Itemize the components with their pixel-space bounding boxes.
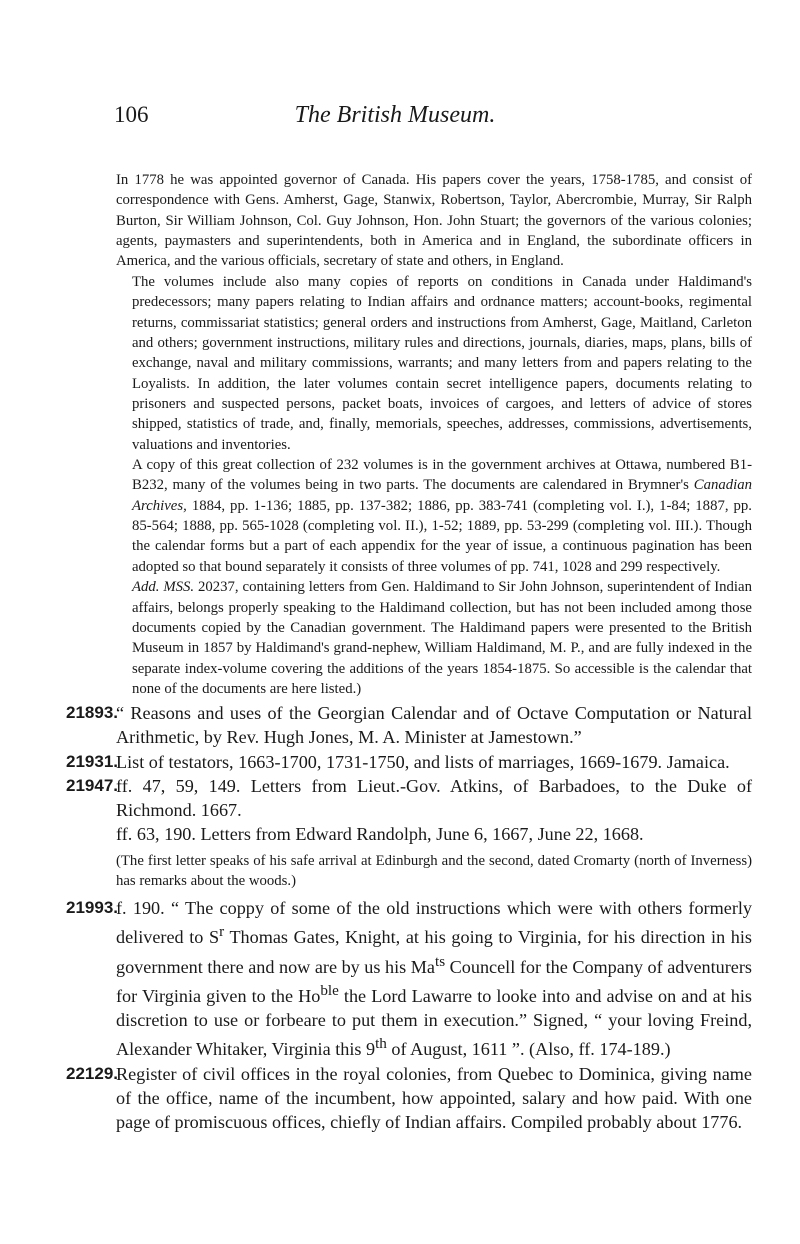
entry-22129: 22129. Register of civil offices in the royal colonies, from Quebec to Dominica, giving name of the office, name of the incumbent, how appointed, salary and how paid. With one page of promiscuous offices, chiefly of Indian affairs. Compiled probably about 1776. — [66, 1063, 752, 1133]
intro-paragraph-3: A copy of this great collection of 232 volumes is in the government archives at Ottawa, numbered B1-B232, many of the volumes being in two parts. The documents are calendared in Brymner's Canadian Archives, 1884, pp. 1-136; 1885, pp. 137-382; 1886, pp. 383-741 (completing vol. I.), 1-84; 1887, pp. 85-564; 1888, pp. 565-1028 (completing vol. II.), 1-52; 1889, pp. 53-299 (completing vol. III.). Though the calendar forms but a part of each appendix for the year of issue, a continuous pagination has been adopted so that bound separately it consists of three volumes of pp. 741, 1028 and 299 respectively. — [132, 457, 752, 575]
page-header — [40, 102, 750, 142]
page-number: 106 — [114, 102, 149, 127]
intro-section — [116, 170, 752, 699]
intro-paragraph-2: The volumes include also many copies of reports on conditions in Canada under Haldimand's predecessors; many papers relating to Indian affairs and ordnance matters; account-books, regimental returns, commissariat statistics; general orders and instructions from Amherst, Gage, Maitland, Carleton and others; government instructions, military rules and directions, journals, diaries, maps, plans, bills of exchange, naval and military commissions, warrants; and many letters from and papers relating to the Loyalists. In addition, the later volumes contain secret intelligence papers, documents relating to prisoners and suspected persons, packet boats, invoices of cargoes, and letters of advice of stores shipped, statistics of trade, and, finally, memorials, speeches, addresses, commissions, advertisements, valuations and inventories. — [132, 273, 752, 453]
entry-21893: 21893. “ Reasons and uses of the Georgian Calendar and of Octave Computation or Natural Arithmetic, by Rev. Hugh Jones, M. A. Minister at Jamestown.” — [66, 703, 752, 748]
note: (The first letter speaks of his safe arrival at Edinburgh and the second, dated Cromarty (north of Inverness) has remarks about the woods.) — [116, 853, 752, 890]
intro-paragraph-4: Add. MSS. 20237, containing letters from Gen. Haldimand to Sir John Johnson, superintendent of Indian affairs, belongs properly speaking to the Haldimand collection, but has not been included among those documents copied by the Canadian government. The Haldimand papers were presented to the British Museum in 1857 by Haldimand's grand-nephew, William Haldimand, M. P., and are fully indexed in the separate index-volume covering the additions of the years 1854-1875. So accessible is the calendar that none of the documents are here listed.) — [132, 579, 752, 697]
intro-paragraph-1: In 1778 he was appointed governor of Canada. His papers cover the years, 1758-1785, and consist of correspondence with Gens. Amherst, Gage, Stanwix, Robertson, Taylor, Abercrombie, Murray, Sir Ralph Burton, Sir William Johnson, Col. Guy Johnson, Hon. John Stuart; the governors of the various colonies; agents, paymasters and superintendents, both in America and in England, the subordinate officers in America, and the various officials, secretary of state and others, in England. — [116, 172, 752, 270]
entry-21947-sub: ff. 63, 190. Letters from Edward Randolph, June 6, 1667, June 22, 1668. — [116, 824, 644, 845]
running-head: The British Museum. — [294, 102, 496, 128]
entries-section-2 — [66, 896, 752, 1135]
entry-21993: 21993. f. 190. “ The coppy of some of the old instructions which were with others formerly delivered to $S^r$ Thomas Gates, Knight, at his going to Virginia, for his direction in his government there and now are by us his $Ma^{ts}$ Councell for the Company of adventurers for Virginia given to the $Ho^{ble}$ the Lord Lawarre to looke into and advise on and at his discretion to use or forbeare to put them in execution.” Signed, “ your loving Freind, Alexander Whitaker, Virginia this 9th of August, 1611 ”. (Also, ff. 174-189.) — [66, 898, 752, 1060]
entry-21947: 21947. ff. 47, 59, 149. Letters from Lieut.-Gov. Atkins, of Barbadoes, to the Duke of Richmond. 1667. — [66, 775, 752, 820]
entry-21931: 21931. List of testators, 1663-1700, 1731-1750, and lists of marriages, 1669-1679. Jamaica. — [66, 751, 730, 772]
entries-section-1 — [66, 701, 752, 847]
